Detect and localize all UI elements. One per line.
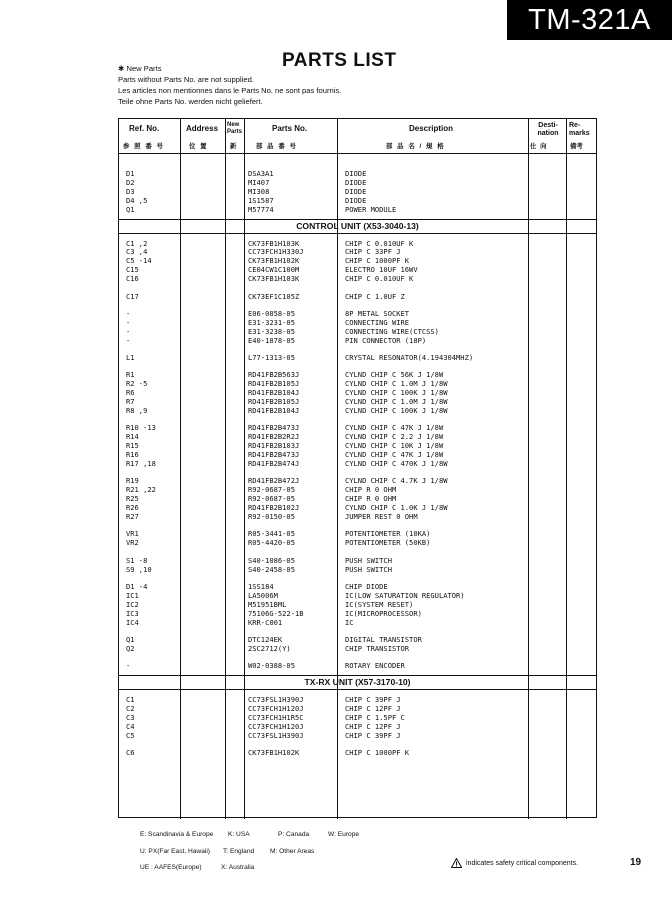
part-description: CHIP C 1000PF K <box>345 256 410 266</box>
part-description: IC <box>345 617 354 627</box>
part-no: CC73FSL1H390J <box>248 695 304 705</box>
ref-no: IC1 <box>126 590 139 600</box>
header-address-jp: 位 置 <box>189 143 209 150</box>
part-description: DIODE <box>345 169 367 178</box>
ref-no: R6 <box>126 388 135 398</box>
part-description: PUSH SWITCH <box>345 555 392 565</box>
part-no: R92-0687-05 <box>248 485 295 495</box>
ref-no: VR1 <box>126 529 139 539</box>
part-no: E40-1878-05 <box>248 335 295 345</box>
header-description-jp: 部 品 名 / 規 格 <box>386 143 446 150</box>
legend-line-2 <box>140 848 314 855</box>
ref-no: R21 ,22 <box>126 485 156 495</box>
part-no: RD41FB2B474J <box>248 459 300 468</box>
note-english: Parts without Parts No. are not supplied. <box>118 75 254 84</box>
ref-no: VR2 <box>126 538 139 548</box>
header-parts-no-jp: 部 品 番 号 <box>256 143 298 150</box>
header-destination: Desti- nation <box>537 122 559 137</box>
safety-note-text: indicates safety critical components. <box>466 859 579 867</box>
part-description: CHIP C 12PF J <box>345 721 401 731</box>
part-description: CYLND CHIP C 100K J 1/8W <box>345 388 448 398</box>
part-no: DTC124EK <box>248 635 283 644</box>
ref-no: S1 -8 <box>126 555 148 565</box>
part-no: CK73FB1H103K <box>248 238 300 248</box>
part-no: DSA3A1 <box>248 169 274 178</box>
part-description: CYLND CHIP C 47K J 1/8W <box>345 450 444 460</box>
part-description: CHIP C 39PF J <box>345 730 401 740</box>
part-description: CHIP C 0.010UF K <box>345 274 414 284</box>
part-no: MI407 <box>248 177 270 187</box>
section-title: CONTROL UNIT (X53-3040-13) <box>296 220 419 231</box>
part-no: R05-4420-05 <box>248 538 295 548</box>
part-no: W02-0388-05 <box>248 661 295 671</box>
part-no: RD41FB2B473J <box>248 423 300 433</box>
ref-no: C5 <box>126 730 135 740</box>
part-no: RD41FB2B473J <box>248 450 300 460</box>
part-description: CYLND CHIP C 1.0M J 1/8W <box>345 397 448 407</box>
part-no: RD41FB2B104J <box>248 388 300 398</box>
header-address: Address <box>186 124 219 133</box>
section-rule-top <box>119 675 596 676</box>
part-description: DIODE <box>345 195 367 205</box>
ref-no: D3 <box>126 186 135 196</box>
ref-no: R27 <box>126 512 139 521</box>
part-no: CC73FCH1H120J <box>248 704 304 714</box>
legend-e: E: Scandinavia & Europe <box>140 831 214 838</box>
part-description: ELECTRO 10UF 16WV <box>345 265 418 275</box>
ref-no: C6 <box>126 748 135 758</box>
part-no: CK73EF1C105Z <box>248 291 300 301</box>
note-french: Les articles non mentionnes dans le Parts No. ne sont pas fournis. <box>118 86 342 95</box>
ref-no: R10 -13 <box>126 423 156 433</box>
part-description: ROTARY ENCODER <box>345 661 405 671</box>
ref-no: R7 <box>126 397 135 407</box>
parts-table <box>118 118 597 818</box>
part-no: M51951BML <box>248 599 287 609</box>
part-description: CHIP C 12PF J <box>345 704 401 714</box>
page-title: PARTS LIST <box>282 50 397 71</box>
part-no: RD41FB2B472J <box>248 476 300 486</box>
ref-no: C1 ,2 <box>126 238 148 248</box>
part-no: CC73FSL1H390J <box>248 730 304 740</box>
part-description: CYLND CHIP C 100K J 1/8W <box>345 406 448 415</box>
legend-m: M: Other Areas <box>270 848 315 855</box>
part-description: CHIP DIODE <box>345 582 388 591</box>
part-no: CE04CW1C100M <box>248 265 300 275</box>
legend-k: K: USA <box>228 831 250 838</box>
part-description: CONNECTING WIRE(CTCSS) <box>345 326 439 336</box>
part-no: CK73FB1H103K <box>248 274 300 284</box>
part-description: DIODE <box>345 186 367 196</box>
part-description: CHIP TRANSISTOR <box>345 643 410 653</box>
legend-line-3 <box>140 864 254 871</box>
header-new-jp: 新 <box>230 143 238 150</box>
part-description: CYLND CHIP C 56K J 1/8W <box>345 370 444 380</box>
ref-no: D4 ,5 <box>126 195 148 205</box>
ref-no: C16 <box>126 274 139 284</box>
part-description: CYLND CHIP C 4.7K J 1/8W <box>345 476 448 486</box>
ref-no: C2 <box>126 704 135 714</box>
ref-no: C5 -14 <box>126 256 152 266</box>
ref-no: - <box>126 661 131 671</box>
warning-triangle-icon <box>451 858 462 868</box>
legend-w: W: Europe <box>328 831 360 838</box>
part-no: CC73FCH1H330J <box>248 247 304 257</box>
part-description: CYLND CHIP C 1.0M J 1/8W <box>345 379 448 389</box>
page-number: 19 <box>630 857 642 868</box>
part-no: MI308 <box>248 186 270 196</box>
part-no: RD41FB2B563J <box>248 370 300 380</box>
ref-no: C15 <box>126 265 139 275</box>
part-description: IC(MICROPROCESSOR) <box>345 608 422 618</box>
part-description: CHIP R 0 OHM <box>345 494 397 504</box>
header-ref-jp: 参 照 番 号 <box>123 143 165 150</box>
ref-no: R16 <box>126 450 139 460</box>
part-description: CRYSTAL RESONATOR(4.194304MHZ) <box>345 353 474 362</box>
part-description: 8P METAL SOCKET <box>345 308 410 318</box>
ref-no: R25 <box>126 494 139 504</box>
part-description: POTENTIOMETER (10KA) <box>345 529 431 539</box>
part-no: R05-3441-05 <box>248 529 295 539</box>
ref-no: R19 <box>126 476 139 486</box>
part-description: CHIP C 39PF J <box>345 695 401 705</box>
ref-no: C1 <box>126 695 135 705</box>
part-no: RD41FB2B2R2J <box>248 432 300 442</box>
ref-no: D2 <box>126 177 135 187</box>
part-no: RD41FB2B103J <box>248 441 300 451</box>
part-description: PUSH SWITCH <box>345 564 392 574</box>
part-no: E31-3231-05 <box>248 317 295 327</box>
part-no: CC73FCH1H120J <box>248 721 304 731</box>
part-no: RD41FB2B104J <box>248 406 300 415</box>
part-description: CHIP C 0.010UF K <box>345 238 414 248</box>
part-no: KRR-C001 <box>248 617 283 627</box>
section-rule-bottom <box>119 233 596 234</box>
section-title: TX-RX UNIT (X57-3170-10) <box>304 677 411 688</box>
part-description: IC(SYSTEM RESET) <box>345 599 414 609</box>
header-parts-no: Parts No. <box>272 124 308 133</box>
model-number: TM-321A <box>528 3 651 36</box>
ref-no: S9 ,10 <box>126 564 152 574</box>
part-description: CYLND CHIP C 470K J 1/8W <box>345 459 448 468</box>
part-no: RD41FB2B102J <box>248 503 300 513</box>
header-new: New Parts <box>227 122 243 135</box>
part-no: R92-0687-05 <box>248 494 295 504</box>
ref-no: R8 ,9 <box>126 406 148 415</box>
model-tab <box>507 0 672 40</box>
section-rule-top <box>119 219 596 220</box>
part-no: 2SC2712(Y) <box>248 643 291 653</box>
ref-no: Q2 <box>126 643 135 653</box>
part-description: DIODE <box>345 177 367 187</box>
ref-no: - <box>126 335 131 345</box>
legend-u: U: PX(Far East, Hawaii) <box>140 848 210 855</box>
part-no: 75106G-522-1B <box>248 608 304 618</box>
legend-ue: UE : AAFES(Europe) <box>140 864 202 871</box>
part-no: E06-0858-05 <box>248 308 295 318</box>
part-no: R92-0150-05 <box>248 512 295 521</box>
section-rule-bottom <box>119 689 596 690</box>
ref-no: C17 <box>126 291 139 301</box>
part-description: PIN CONNECTOR (18P) <box>345 335 427 345</box>
ref-no: IC2 <box>126 599 139 609</box>
part-description: CHIP C 33PF J <box>345 247 401 257</box>
ref-no: R2 -5 <box>126 379 148 389</box>
part-no: CC73FCH1H1R5C <box>248 713 304 722</box>
ref-no: R26 <box>126 503 139 513</box>
ref-no: - <box>126 317 131 327</box>
note-german: Teile ohne Parts No. werden nicht geliefert. <box>118 97 263 106</box>
part-no: M57774 <box>248 204 274 214</box>
part-description: CYLND CHIP C 47K J 1/8W <box>345 423 444 433</box>
part-description: CYLND CHIP C 1.0K J 1/8W <box>345 503 448 513</box>
header-description: Description <box>409 124 454 133</box>
notes <box>118 63 341 107</box>
ref-no: R14 <box>126 432 139 442</box>
part-description: CONNECTING WIRE <box>345 317 410 327</box>
part-description: CYLND CHIP C 2.2 J 1/8W <box>345 432 444 442</box>
ref-no: D1 <box>126 169 135 178</box>
part-description: CHIP C 1.5PF C <box>345 713 405 722</box>
part-no: 1S1587 <box>248 195 274 205</box>
part-no: LA5006M <box>248 590 278 600</box>
part-no: S40-2458-05 <box>248 564 295 574</box>
part-description: CYLND CHIP C 10K J 1/8W <box>345 441 444 451</box>
part-no: S40-1086-05 <box>248 555 295 565</box>
ref-no: C4 <box>126 721 135 731</box>
ref-no: - <box>126 308 131 318</box>
safety-note <box>451 858 578 868</box>
ref-no: - <box>126 326 131 336</box>
header-ref: Ref. No. <box>129 124 160 133</box>
ref-no: L1 <box>126 353 135 362</box>
part-description: POWER MODULE <box>345 204 397 214</box>
header-remarks-jp: 備考 <box>570 143 583 150</box>
part-description: DIGITAL TRANSISTOR <box>345 635 422 644</box>
header-remarks: Re- marks <box>569 122 590 137</box>
legend-x: X: Australia <box>221 864 255 871</box>
part-no: L77-1313-05 <box>248 353 295 362</box>
part-no: CK73FB1H102K <box>248 748 300 758</box>
part-no: RD41FB2B105J <box>248 397 300 407</box>
ref-no: Q1 <box>126 204 135 214</box>
ref-no: D1 -4 <box>126 582 148 591</box>
legend-p: P: Canada <box>278 831 310 838</box>
header-rule <box>119 153 596 154</box>
part-no: E31-3238-05 <box>248 326 295 336</box>
part-no: 1SS184 <box>248 582 274 591</box>
ref-no: R1 <box>126 370 135 380</box>
legend-line-1 <box>140 831 359 838</box>
ref-no: IC4 <box>126 617 139 627</box>
part-description: IC(LOW SATURATION REGULATOR) <box>345 590 465 600</box>
part-description: POTENTIOMETER (50KB) <box>345 538 431 548</box>
part-no: CK73FB1H102K <box>248 256 300 266</box>
ref-no: IC3 <box>126 608 139 618</box>
ref-no: C3 <box>126 713 135 722</box>
part-description: JUMPER REST 0 OHM <box>345 512 418 521</box>
part-description: CHIP C 1.0UF Z <box>345 291 405 301</box>
ref-no: R15 <box>126 441 139 451</box>
ref-no: Q1 <box>126 635 135 644</box>
ref-no: R17 ,18 <box>126 459 156 468</box>
header-destination-jp: 仕 向 <box>530 143 548 150</box>
part-no: RD41FB2B105J <box>248 379 300 389</box>
note-new-parts: ✱ New Parts <box>118 64 162 73</box>
ref-no: C3 ,4 <box>126 247 148 257</box>
legend-t: T: England <box>223 848 255 855</box>
part-description: CHIP C 1000PF K <box>345 748 410 758</box>
part-description: CHIP R 0 OHM <box>345 485 397 495</box>
